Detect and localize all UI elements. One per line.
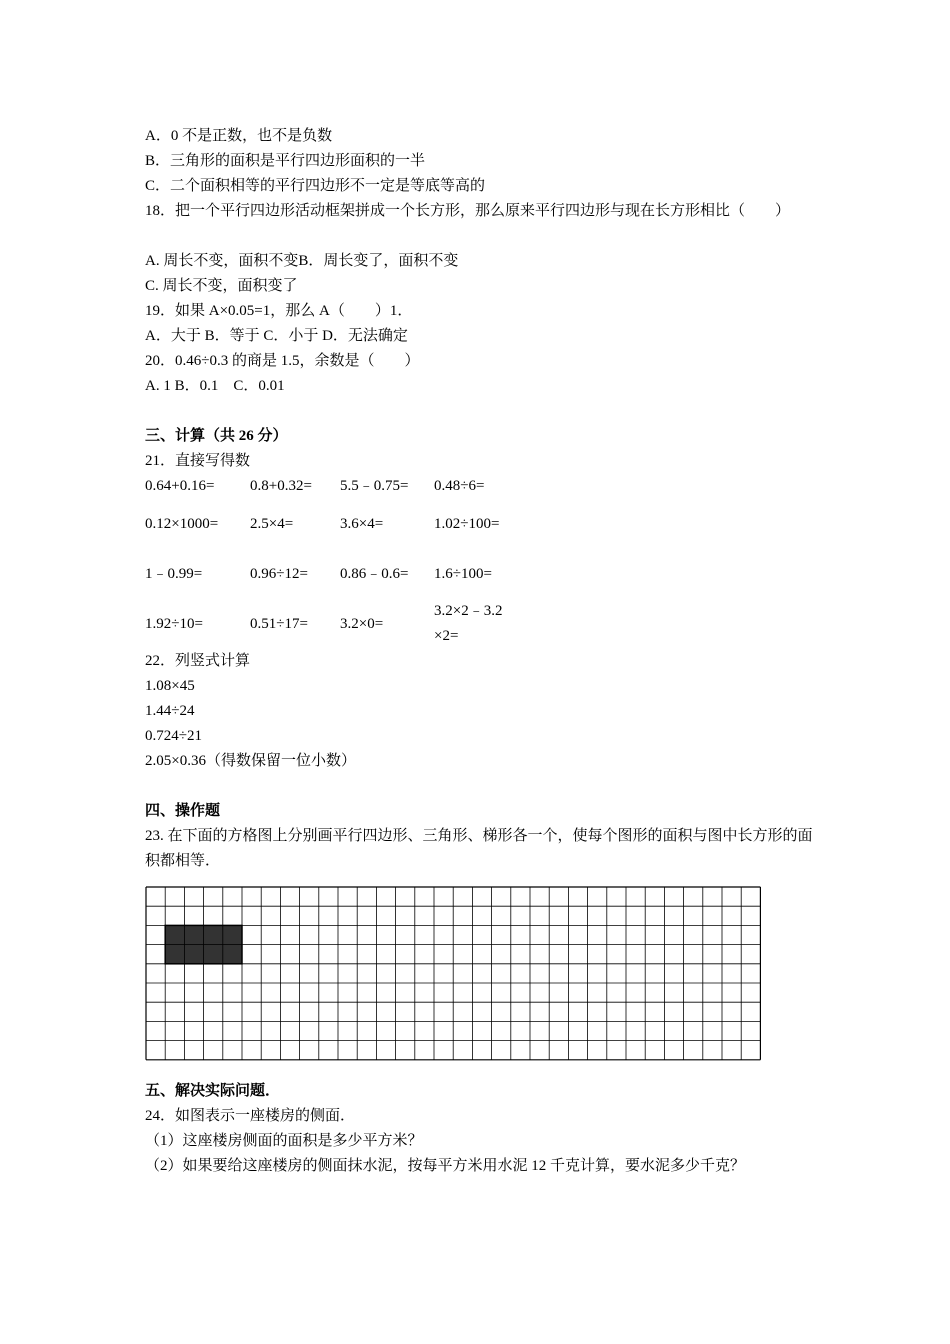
q17-option-c: C．二个面积相等的平行四边形不一定是等底等高的 xyxy=(145,178,486,194)
q17-option-a: A．0 不是正数，也不是负数 xyxy=(145,128,333,144)
calc-cell xyxy=(434,599,534,649)
calc-cell: 2.5×4= xyxy=(250,515,294,532)
calc-cell-text: 3.2×2﹣3.2×2= xyxy=(434,603,503,644)
q23-text: 23. 在下面的方格图上分别画平行四边形、三角形、梯形各一个，使每个图形的面积与图中长方形的面积都相等． xyxy=(145,828,813,869)
calc-cell: 1.92÷10= xyxy=(145,615,203,632)
calc-cell: 0.86﹣0.6= xyxy=(340,565,409,582)
calc-cell: 1.6÷100= xyxy=(434,565,492,582)
q17-option-b: B．三角形的面积是平行四边形面积的一半 xyxy=(145,153,426,169)
q20-stem: 20．0.46÷0.3 的商是 1.5，余数是（ ） xyxy=(145,353,420,369)
calc-cell-text: 0.12×1000= xyxy=(145,515,219,532)
table-row xyxy=(145,549,534,599)
grid-figure xyxy=(145,886,815,1061)
worksheet-page xyxy=(145,124,815,1179)
calc-cell: 3.6×4= xyxy=(340,515,384,532)
calc-cell: 3.2×0= xyxy=(340,615,384,632)
calc-cell: 0.8+0.32= xyxy=(250,478,312,494)
q22-item: 1.44÷24 xyxy=(145,703,195,719)
table-row xyxy=(145,599,534,649)
calc-cell: 0.48÷6= xyxy=(434,478,485,494)
q20-options: A. 1 B．0.1 C．0.01 xyxy=(145,378,285,394)
calc-cell xyxy=(145,499,250,549)
q22-title: 22．列竖式计算 xyxy=(145,653,251,669)
q24-part-1: （1）这座楼房侧面的面积是多少平方米？ xyxy=(145,1133,423,1149)
calc-cell xyxy=(250,599,340,649)
q21-title: 21．直接写得数 xyxy=(145,453,251,469)
calc-cell-text: 0.96÷12= xyxy=(250,565,308,582)
calc-cell: 0.64+0.16= xyxy=(145,478,215,494)
calc-cell: 5.5﹣0.75= xyxy=(340,478,409,494)
q24-text: 24．如图表示一座楼房的侧面． xyxy=(145,1108,356,1124)
q21-table xyxy=(145,474,534,649)
table-row xyxy=(145,499,534,549)
calc-cell xyxy=(250,549,340,599)
q22-item: 1.08×45 xyxy=(145,678,195,694)
section-5-title: 五、解决实际问题． xyxy=(145,1083,281,1099)
q18-option-ab: A. 周长不变，面积不变B．周长变了，面积不变 xyxy=(145,253,459,269)
calc-cell-text: 0.51÷17= xyxy=(250,615,308,632)
q19-stem: 19．如果 A×0.05=1，那么 A（ ）1． xyxy=(145,303,413,319)
q18-stem: 18．把一个平行四边形活动框架拼成一个长方形，那么原来平行四边形与现在长方形相比（ ） xyxy=(145,203,791,219)
q19-options: A．大于 B．等于 C．小于 D．无法确定 xyxy=(145,328,408,344)
square-grid xyxy=(145,886,762,1061)
section-4-title: 四、操作题 xyxy=(145,803,221,819)
q18-option-c: C. 周长不变，面积变了 xyxy=(145,278,298,294)
section-3-title: 三、计算（共 26 分） xyxy=(145,428,288,444)
table-row xyxy=(145,474,534,499)
q22-item: 0.724÷21 xyxy=(145,728,202,744)
q22-item: 2.05×0.36（得数保留一位小数） xyxy=(145,753,356,769)
q24-part-2: （2）如果要给这座楼房的侧面抹水泥，按每平方米用水泥 12 千克计算，要水泥多少千克？ xyxy=(145,1158,746,1174)
calc-cell: 1﹣0.99= xyxy=(145,565,203,582)
calc-cell: 1.02÷100= xyxy=(434,515,500,532)
